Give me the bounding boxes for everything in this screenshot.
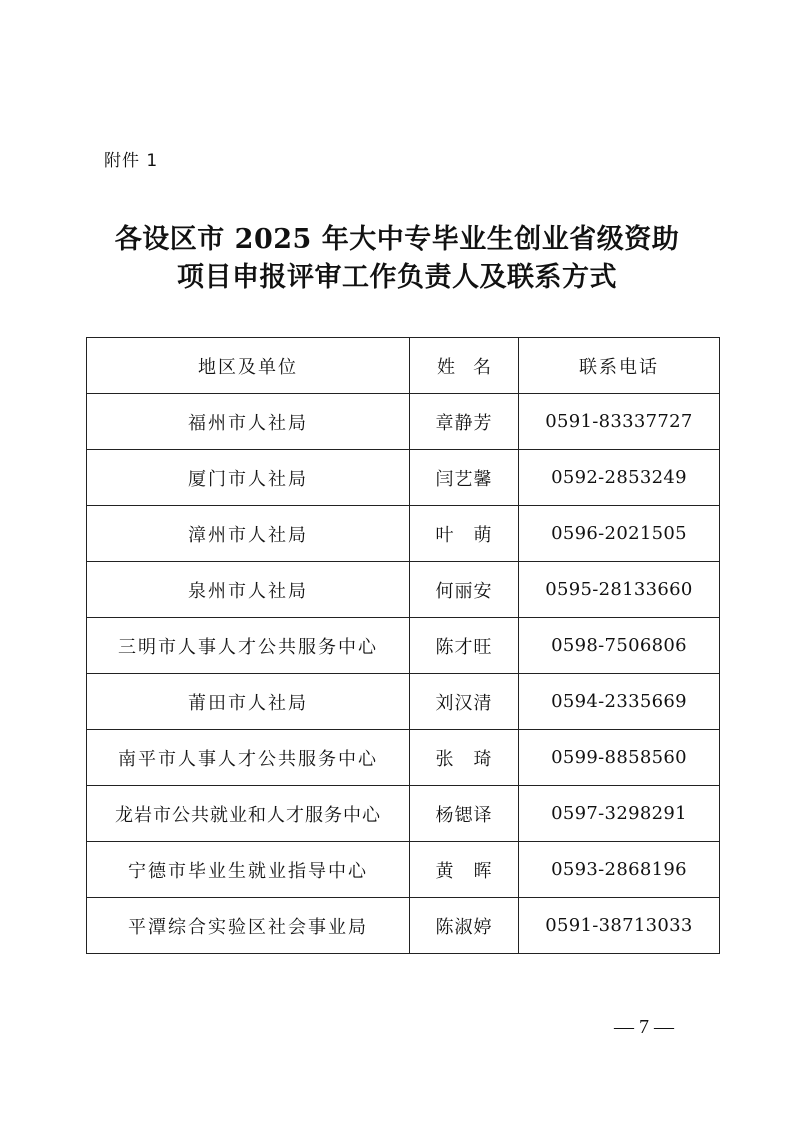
phone-cell: 0592-2853249 (519, 450, 720, 506)
phone-cell: 0591-83337727 (519, 394, 720, 450)
unit-cell: 莆田市人社局 (87, 674, 410, 730)
document-title-line-2: 项目申报评审工作负责人及联系方式 (177, 262, 617, 293)
header-unit: 地区及单位 (87, 338, 410, 394)
name-cell: 黄 晖 (410, 842, 519, 898)
name-cell: 陈淑婷 (410, 898, 519, 954)
name-cell: 章静芳 (410, 394, 519, 450)
document-title-line-1: 各设区市 2025 年大中专毕业生创业省级资助 (114, 224, 680, 255)
phone-cell: 0598-7506806 (519, 618, 720, 674)
attachment-label: 附件 1 (104, 151, 159, 171)
phone-cell: 0591-38713033 (519, 898, 720, 954)
phone-cell: 0599-8858560 (519, 730, 720, 786)
phone-cell: 0597-3298291 (519, 786, 720, 842)
unit-cell: 平潭综合实验区社会事业局 (87, 898, 410, 954)
table-row (87, 394, 720, 450)
unit-cell: 宁德市毕业生就业指导中心 (87, 842, 410, 898)
table-row (87, 506, 720, 562)
page-number: — 7 — (614, 1016, 674, 1038)
table-row (87, 786, 720, 842)
phone-cell: 0594-2335669 (519, 674, 720, 730)
unit-cell: 三明市人事人才公共服务中心 (87, 618, 410, 674)
table-row (87, 730, 720, 786)
unit-cell: 漳州市人社局 (87, 506, 410, 562)
table-row (87, 618, 720, 674)
phone-cell: 0596-2021505 (519, 506, 720, 562)
name-cell: 闫艺馨 (410, 450, 519, 506)
unit-cell: 龙岩市公共就业和人才服务中心 (87, 786, 410, 842)
header-name: 姓 名 (410, 338, 519, 394)
name-cell: 叶 萌 (410, 506, 519, 562)
contacts-table (86, 337, 720, 954)
name-cell: 何丽安 (410, 562, 519, 618)
name-cell: 刘汉清 (410, 674, 519, 730)
phone-cell: 0593-2868196 (519, 842, 720, 898)
table-row (87, 674, 720, 730)
name-cell: 杨锶译 (410, 786, 519, 842)
table-row (87, 842, 720, 898)
table-row (87, 898, 720, 954)
phone-cell: 0595-28133660 (519, 562, 720, 618)
name-cell: 陈才旺 (410, 618, 519, 674)
table-row (87, 562, 720, 618)
unit-cell: 福州市人社局 (87, 394, 410, 450)
unit-cell: 泉州市人社局 (87, 562, 410, 618)
unit-cell: 南平市人事人才公共服务中心 (87, 730, 410, 786)
header-phone: 联系电话 (519, 338, 720, 394)
table-row (87, 450, 720, 506)
unit-cell: 厦门市人社局 (87, 450, 410, 506)
table-header-row (87, 338, 720, 394)
name-cell: 张 琦 (410, 730, 519, 786)
